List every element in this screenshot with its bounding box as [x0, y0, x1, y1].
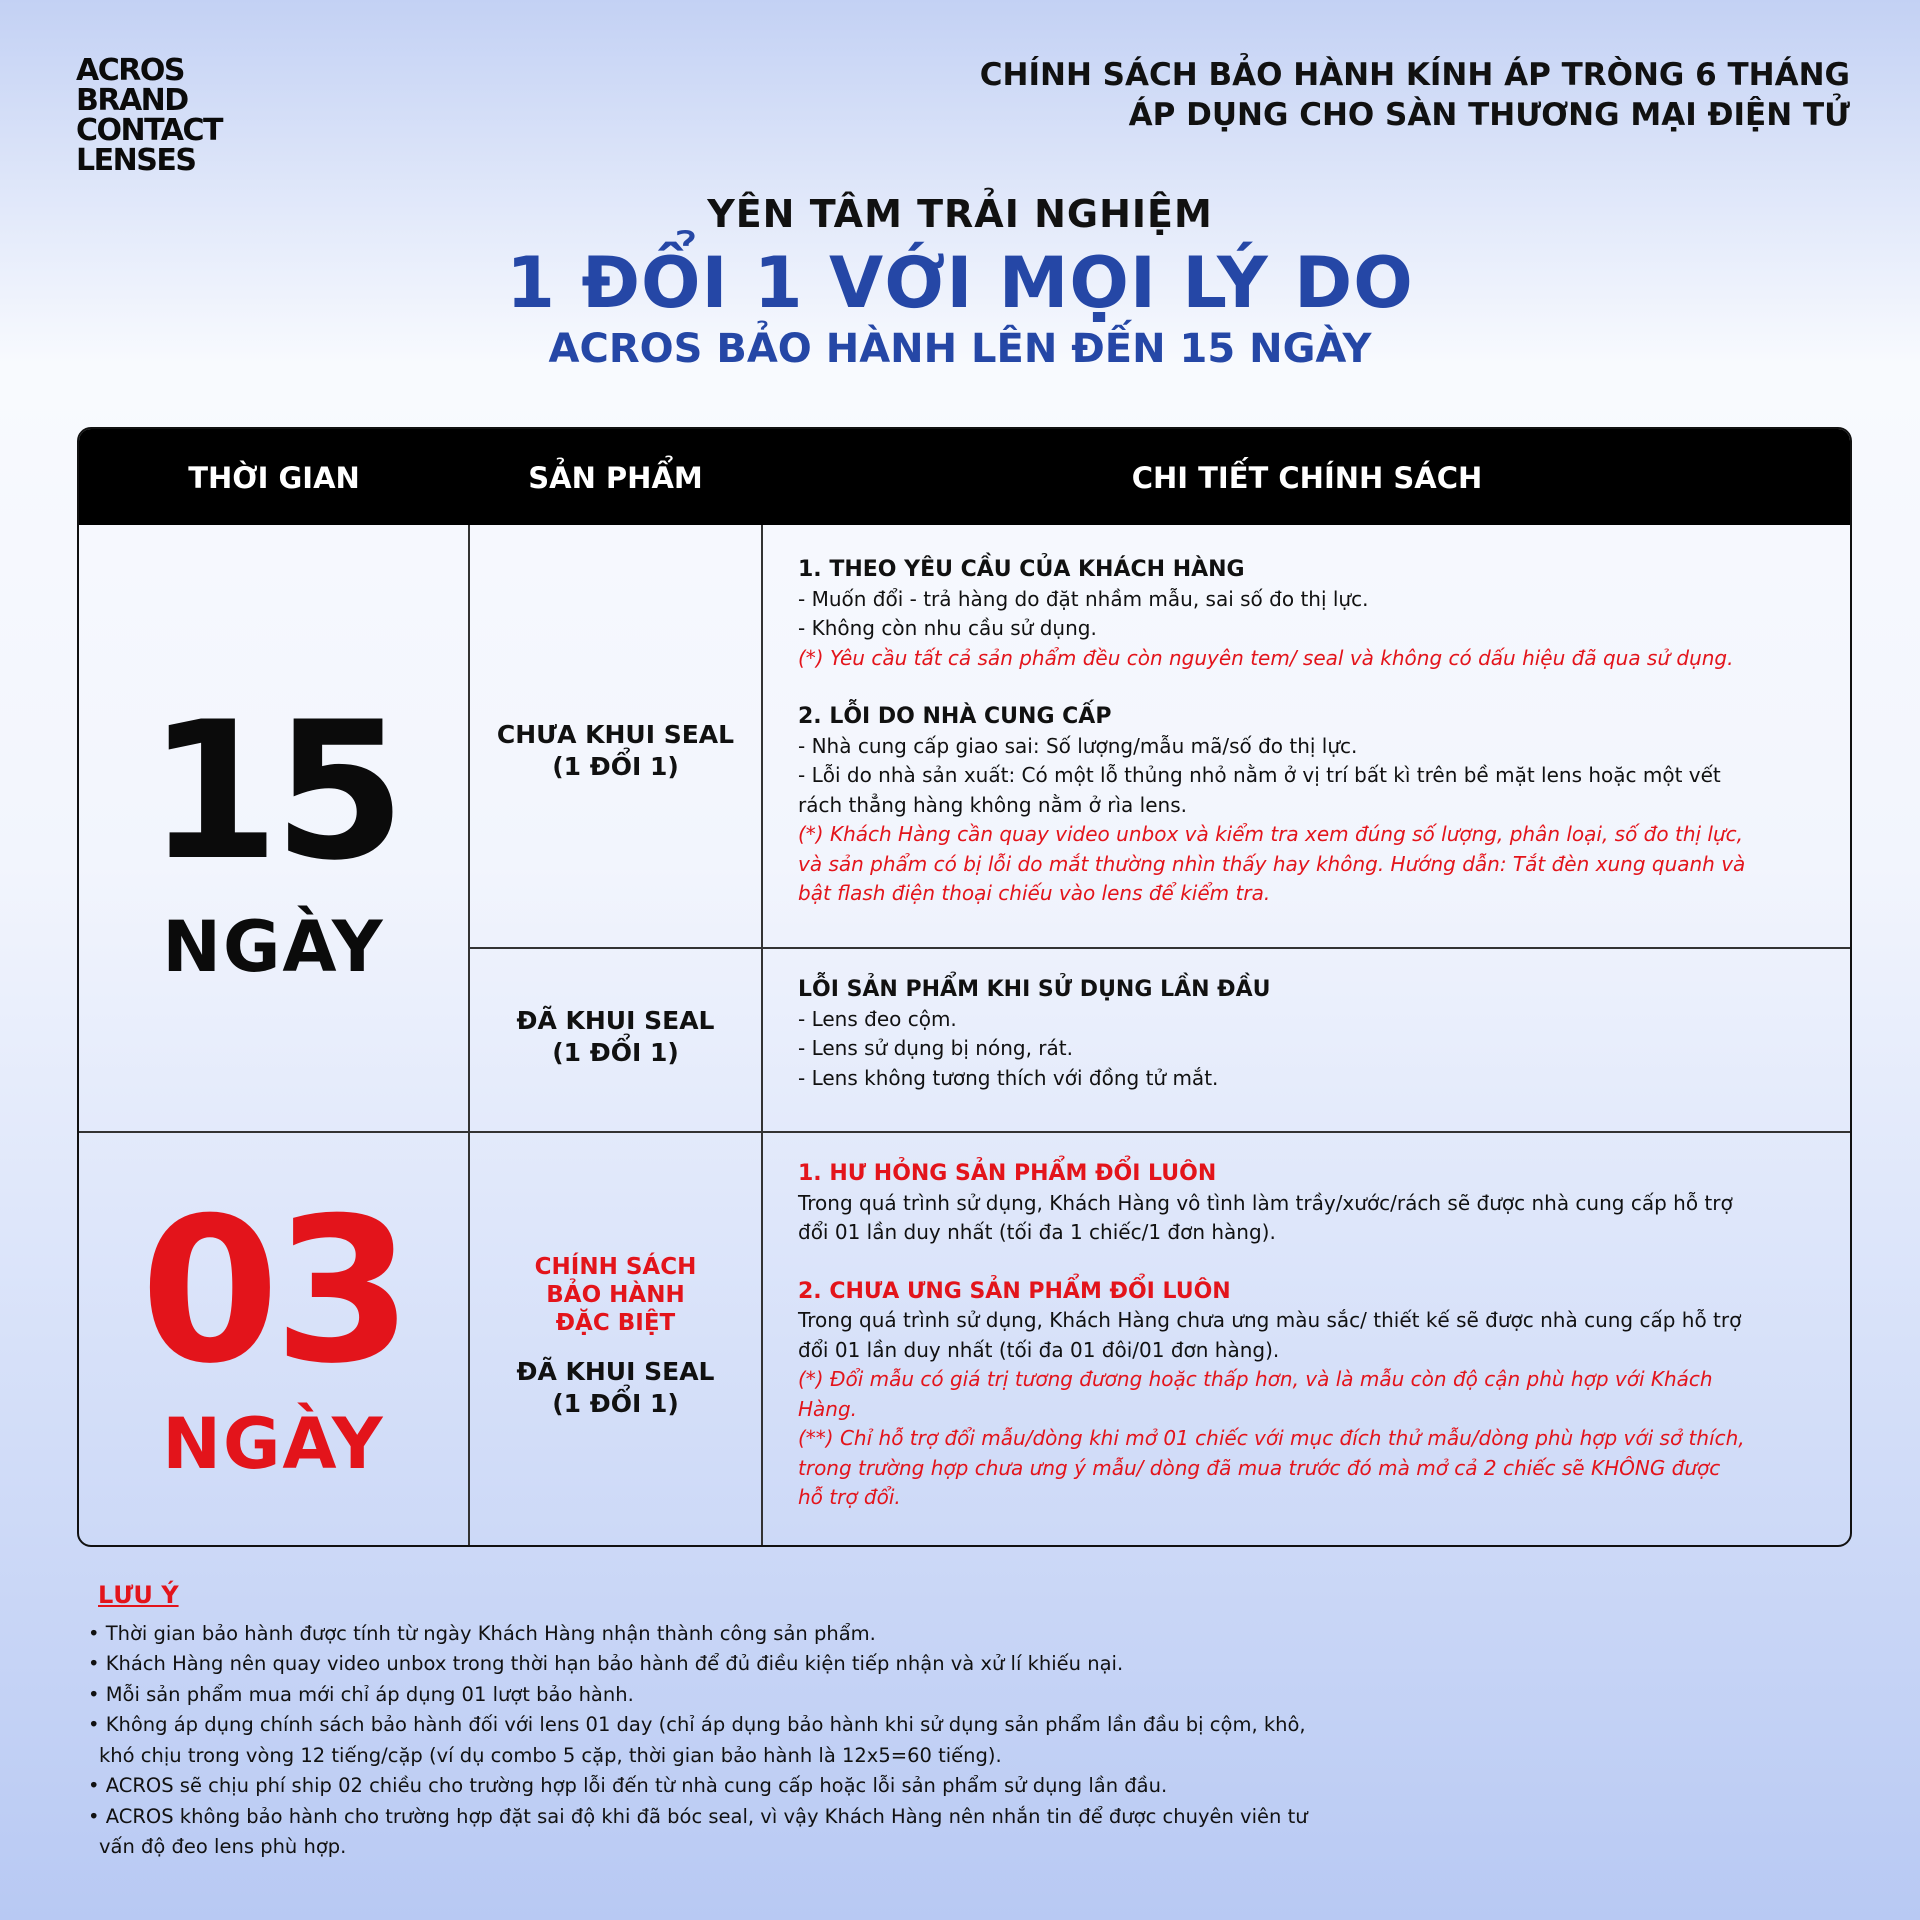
policy-header-line2: ÁP DỤNG CHO SÀN THƯƠNG MẠI ĐIỆN TỬ [1128, 97, 1850, 133]
hero-subtitle: YÊN TÂM TRẢI NGHIỆM [707, 192, 1213, 236]
policy-table [77, 427, 1852, 1547]
policy-note: Hàng. [798, 1396, 858, 1421]
product-label: (1 ĐỔI 1) [552, 1389, 679, 1418]
logo-line: LENSES [76, 143, 196, 178]
section-title: 1. THEO YÊU CẦU CỦA KHÁCH HÀNG [798, 557, 1245, 582]
product-unsealed [469, 719, 762, 783]
policy-line: rách thẳng hàng không nằm ở rìa lens. [798, 792, 1187, 817]
policy-note: (*) Yêu cầu tất cả sản phẩm đều còn nguyên tem/ seal và không có dấu hiệu đã qua sử dụng. [798, 645, 1734, 670]
logo-line: ACROS [76, 53, 184, 88]
row-divider [468, 947, 1852, 949]
product-label: CHƯA KHUI SEAL [496, 720, 735, 749]
special-policy-label [469, 1253, 762, 1337]
column-header-details: CHI TIẾT CHÍNH SÁCH [1131, 461, 1483, 495]
product-label: ĐÃ KHUI SEAL [516, 1006, 715, 1035]
row-divider [79, 1131, 1852, 1133]
policy-header [980, 55, 1850, 135]
special-policy-line: BẢO HÀNH [546, 1282, 685, 1308]
policy-line: đổi 01 lần duy nhất (tối đa 1 chiếc/1 đơn hàng). [798, 1220, 1276, 1244]
column-header-product: SẢN PHẨM [528, 461, 703, 495]
policy-line: - Lỗi do nhà sản xuất: Có một lỗ thủng nhỏ nằm ở vị trí bất kì trên bề mặt lens hoặc một vết [798, 763, 1721, 787]
policy-line: - Lens sử dụng bị nóng, rát. [798, 1036, 1073, 1060]
note-item: • ACROS sẽ chịu phí ship 02 chiều cho trường hợp lỗi đến từ nhà cung cấp hoặc lỗi sản phẩm sử dụng lần đầu. [88, 1774, 1168, 1797]
policy-note: (**) Chỉ hỗ trợ đổi mẫu/dòng khi mở 01 chiếc với mục đích thử mẫu/dòng phù hợp với sở thích, [798, 1426, 1745, 1450]
note-item: • Khách Hàng nên quay video unbox trong thời hạn bảo hành để đủ điều kiện tiếp nhận và xử lí khiếu nại. [88, 1652, 1124, 1675]
warranty-unit-days: NGÀY [162, 906, 385, 988]
special-policy-line: CHÍNH SÁCH [534, 1254, 697, 1280]
note-item: • Mỗi sản phẩm mua mới chỉ áp dụng 01 lượt bảo hành. [88, 1682, 634, 1706]
policy-details-special [798, 1159, 1828, 1513]
logo-line: CONTACT [76, 113, 222, 148]
column-header-time: THỜI GIAN [188, 461, 360, 495]
note-item: • Thời gian bảo hành được tính từ ngày Khách Hàng nhận thành công sản phẩm. [88, 1621, 876, 1645]
product-label: ĐÃ KHUI SEAL [516, 1357, 715, 1386]
product-label: (1 ĐỔI 1) [552, 1038, 679, 1067]
notes-title: LƯU Ý [98, 1581, 179, 1609]
product-opened-special [469, 1356, 762, 1420]
policy-note: hỗ trợ đổi. [798, 1485, 901, 1509]
policy-header-line1: CHÍNH SÁCH BẢO HÀNH KÍNH ÁP TRÒNG 6 THÁNG [979, 57, 1850, 93]
policy-note: (*) Khách Hàng cần quay video unbox và kiểm tra xem đúng số lượng, phân loại, số đo thị lực, [798, 822, 1743, 846]
policy-line: - Không còn nhu cầu sử dụng. [798, 616, 1097, 640]
note-item: khó chịu trong vòng 12 tiếng/cặp (ví dụ combo 5 cặp, thời gian bảo hành là 12x5=60 tiếng). [99, 1743, 1002, 1767]
section-title: 2. CHƯA ƯNG SẢN PHẨM ĐỔI LUÔN [798, 1278, 1231, 1304]
section-title: 2. LỖI DO NHÀ CUNG CẤP [798, 704, 1112, 729]
policy-note: và sản phẩm có bị lỗi do mắt thường nhìn thấy hay không. Hướng dẫn: Tắt đèn xung quanh và [798, 851, 1746, 876]
special-policy-line: ĐẶC BIỆT [555, 1310, 676, 1336]
note-item: • ACROS không bảo hành cho trường hợp đặt sai độ khi đã bóc seal, vì vậy Khách Hàng nên nhắn tin để được chuyên viên tư [88, 1804, 1308, 1828]
policy-line: Trong quá trình sử dụng, Khách Hàng vô tình làm trầy/xước/rách sẽ được nhà cung cấp hỗ trợ [798, 1190, 1733, 1215]
table-header [79, 429, 1850, 525]
product-opened [469, 1005, 762, 1069]
note-item: • Không áp dụng chính sách bảo hành đối với lens 01 day (chỉ áp dụng bảo hành khi sử dụng sản phẩm lần đầu bị cộm, khô, [88, 1713, 1306, 1736]
policy-line: - Muốn đổi - trả hàng do đặt nhầm mẫu, sai số đo thị lực. [798, 586, 1369, 611]
policy-line: - Lens không tương thích với đồng tử mắt. [798, 1065, 1219, 1090]
policy-line: đổi 01 lần duy nhất (tối đa 01 đôi/01 đơn hàng). [798, 1337, 1280, 1362]
product-label: (1 ĐỔI 1) [552, 752, 679, 781]
policy-note: (*) Đổi mẫu có giá trị tương đương hoặc thấp hơn, và là mẫu còn độ cận phù hợp với Khách [798, 1367, 1713, 1391]
policy-line: Trong quá trình sử dụng, Khách Hàng chưa ưng màu sắc/ thiết kế sẽ được nhà cung cấp hỗ trợ [798, 1308, 1742, 1332]
policy-details-first-use [798, 975, 1828, 1093]
section-title: 1. HƯ HỎNG SẢN PHẨM ĐỔI LUÔN [798, 1161, 1217, 1186]
hero-title: 1 ĐỔI 1 VỚI MỌI LÝ DO [506, 242, 1414, 324]
brand-logo [76, 53, 222, 178]
warranty-days-03: 03 [140, 1175, 407, 1408]
policy-line: - Nhà cung cấp giao sai: Số lượng/mẫu mã/số đo thị lực. [798, 733, 1358, 758]
policy-details-unsealed [798, 555, 1828, 909]
notes-section [88, 1580, 1388, 1863]
note-item: vấn độ đeo lens phù hợp. [99, 1835, 347, 1858]
policy-note: bật flash điện thoại chiếu vào lens để kiểm tra. [798, 881, 1271, 905]
logo-line: BRAND [76, 83, 188, 118]
policy-note: trong trường hợp chưa ưng ý mẫu/ dòng đã mua trước đó mà mở cả 2 chiếc sẽ KHÔNG được [798, 1455, 1721, 1480]
policy-line: - Lens đeo cộm. [798, 1006, 957, 1031]
section-title: LỖI SẢN PHẨM KHI SỬ DỤNG LẦN ĐẦU [798, 977, 1271, 1002]
warranty-days-15: 15 [147, 681, 400, 902]
warranty-unit-days: NGÀY [162, 1403, 385, 1485]
hero-tagline: ACROS BẢO HÀNH LÊN ĐẾN 15 NGÀY [548, 326, 1372, 372]
